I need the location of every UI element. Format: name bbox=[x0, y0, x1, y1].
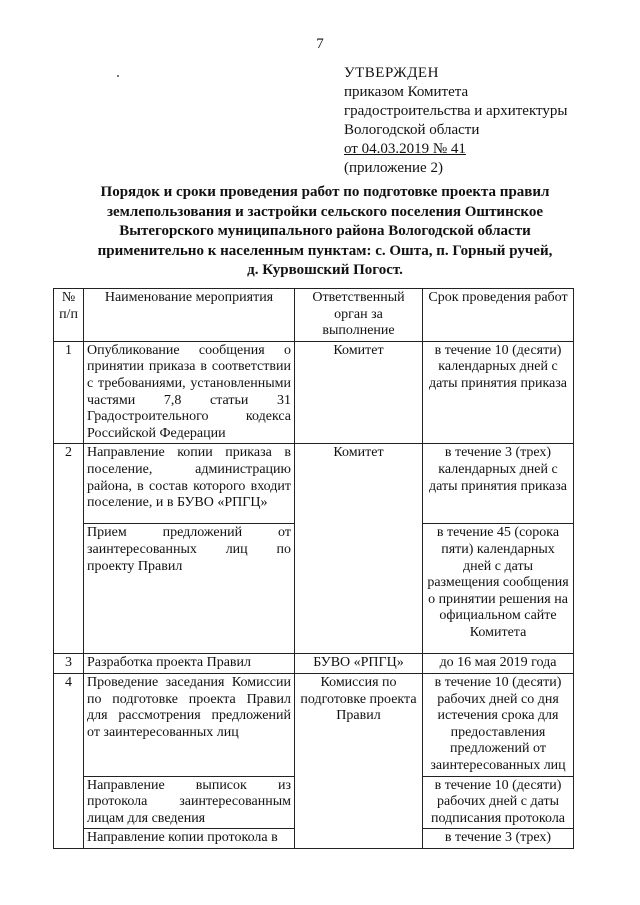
approval-appendix: (приложение 2) bbox=[344, 160, 443, 176]
row-number: 1 bbox=[54, 341, 84, 444]
title-line: д. Курвошский Погост. bbox=[247, 262, 403, 278]
row-number: 3 bbox=[54, 654, 84, 674]
table-row bbox=[54, 341, 574, 444]
approval-line: приказом Комитета bbox=[344, 84, 469, 100]
page-number: 7 bbox=[316, 36, 324, 52]
header-number: № п/п bbox=[54, 289, 84, 342]
table-header-row bbox=[54, 289, 574, 342]
header-task: Наименование мероприятия bbox=[84, 289, 295, 342]
header-term: Срок проведения работ bbox=[423, 289, 574, 342]
title-line: Вытегорского муниципального района Вологодской области bbox=[119, 223, 531, 239]
approval-block bbox=[344, 64, 567, 178]
row-org: Комиссия по подготовке проекта Правил bbox=[295, 673, 423, 848]
approval-line: Вологодской области bbox=[344, 122, 480, 138]
table-row bbox=[54, 654, 574, 674]
scan-speck bbox=[117, 75, 119, 77]
row-task: Направление выписок из протокола заинтересованным лицам для сведения bbox=[84, 776, 295, 829]
schedule-table bbox=[53, 288, 574, 849]
row-task: Направление копии протокола в bbox=[84, 829, 295, 849]
row-task: Разработка проекта Правил bbox=[84, 654, 295, 674]
row-task: Прием предложений от заинтересованных лиц по проекту Правил bbox=[84, 524, 295, 654]
row-term: в течение 10 (десяти) рабочих дней с даты подписания протокола bbox=[423, 776, 574, 829]
title-line: Порядок и сроки проведения работ по подготовке проекта правил bbox=[100, 184, 550, 200]
title-line: применительно к населенным пунктам: с. Ошта, п. Горный ручей, bbox=[97, 242, 553, 259]
row-org: Комитет bbox=[295, 444, 423, 654]
approval-head: УТВЕРЖДЕН bbox=[344, 65, 439, 81]
row-term: в течение 3 (трех) bbox=[423, 829, 574, 849]
row-task: Проведение заседания Комиссии по подготовке проекта Правил для рассмотрения предложений от заинтересованных лиц bbox=[84, 673, 295, 776]
row-term: в течение 45 (сорока пяти) календарных дней с даты размещения сообщения о принятии решения на официальном сайте Комитета bbox=[423, 524, 574, 654]
row-org: Комитет bbox=[295, 341, 423, 444]
row-term: в течение 10 (десяти) календарных дней с даты принятия приказа bbox=[423, 341, 574, 444]
row-number: 2 bbox=[54, 444, 84, 654]
row-term: до 16 мая 2019 года bbox=[423, 654, 574, 674]
table-row bbox=[54, 673, 574, 776]
row-task: Опубликование сообщения о принятии приказа в соответствии с требованиями, установленными частями 7,8 статьи 31 Градостроительного кодекса Российской Федерации bbox=[84, 341, 295, 444]
row-term: в течение 10 (десяти) рабочих дней со дня истечения срока для предоставления предложений от заинтересованных лиц bbox=[423, 673, 574, 776]
approval-line: градостроительства и архитектуры bbox=[344, 103, 568, 119]
row-org: БУВО «РПГЦ» bbox=[295, 654, 423, 674]
document-title bbox=[60, 183, 590, 281]
approval-date: от 04.03.2019 № 41 bbox=[344, 141, 466, 157]
row-number: 4 bbox=[54, 673, 84, 848]
table-row bbox=[54, 444, 574, 524]
row-term: в течение 3 (трех) календарных дней с даты принятия приказа bbox=[423, 444, 574, 524]
header-org: Ответственный орган за выполнение bbox=[295, 289, 423, 342]
title-line: землепользования и застройки сельского поселения Оштинское bbox=[107, 203, 543, 220]
row-task: Направление копии приказа в поселение, администрацию района, в состав которого входит поселение, и в БУВО «РПГЦ» bbox=[84, 444, 295, 524]
